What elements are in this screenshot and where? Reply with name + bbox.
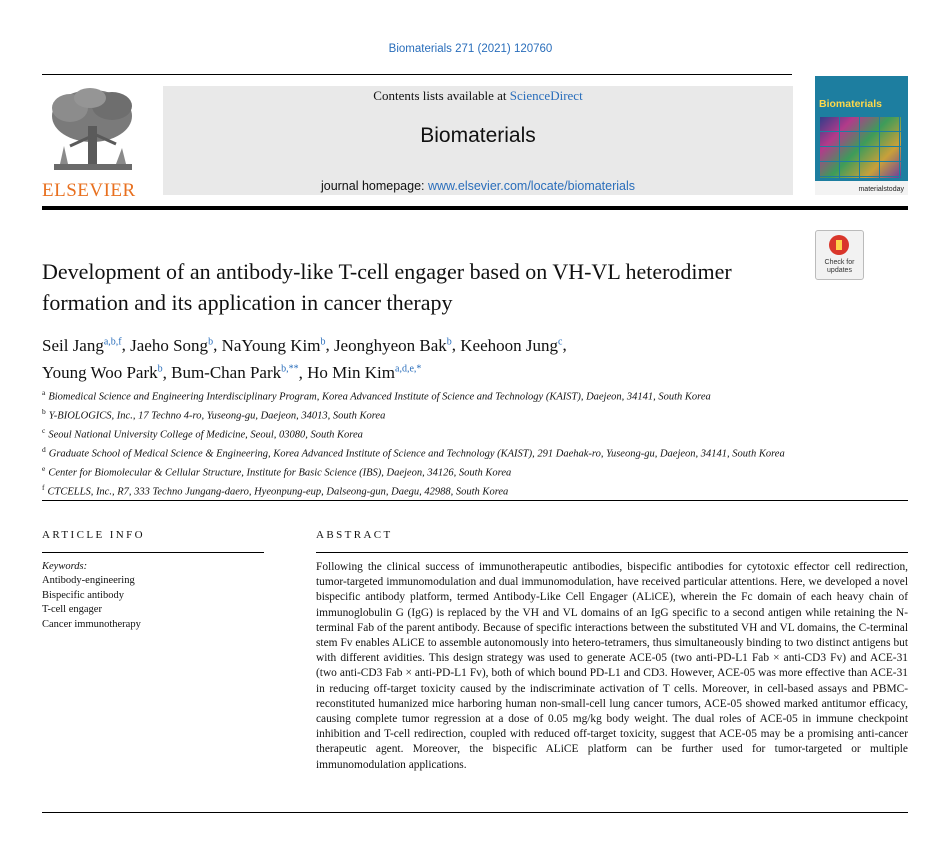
affiliation-item: $^b$ Y-BIOLOGICS, Inc., 17 Techno 4-ro, Yuseong-gu, Daejeon, 34013, South Korea bbox=[42, 406, 386, 422]
affiliation-item: $^c$ Seoul National University College of Medicine, Seoul, 03080, South Korea bbox=[42, 425, 363, 441]
author[interactable]: Seil Jang$^{a,b,f}$ bbox=[42, 335, 122, 355]
contents-line bbox=[163, 88, 793, 104]
elsevier-tree-logo bbox=[40, 86, 144, 194]
journal-title: Biomaterials bbox=[420, 124, 536, 147]
author[interactable]: NaYoung Kim$^b$ bbox=[221, 335, 326, 355]
sciencedirect-link[interactable]: ScienceDirect bbox=[509, 88, 583, 103]
abstract-text: Following the clinical success of immunotherapeutic antibodies, bispecific antibodies for cytotoxic effector cell redirection, tumor-targeted immunomodulation and dual immunomodulation, have received particular attentions. Here, we developed a novel bispecific antibody platform, termed Antibody-Like Cell Engager (ALiCE), wherein the Fc domain of each heavy chain of immunoglobulin G (IgG) is replaced by the VH and VL domains of an IgG specific to a second antigen while retaining the N-terminal Fab of the parent antibody. Because of specific interactions between the substituted VH and VL domains, the C-terminal stem Fv enables ALiCE to assemble autonomously into hetero-tetramers, thus simultaneously binding to two distinct antigens but with different avidities. This design strategy was used to generate ACE-05 (two anti-PD-L1 Fab × anti-CD3 Fv) and ACE-31 (two anti-CD3 Fab × anti-PD-L1 Fv), both of which bound PD-L1 and CD3. However, ACE-05 was more effective than ACE-31 in reducing off-target toxicity caused by the indiscriminate activation of T cells. Moreover, in cell-based assays and PBMC-reconstituted humanized mice harboring human non-small-cell lung cancer tumors, ACE-05 showed marked antitumor efficacy, causing complete tumor regression at a dose of 0.05 mg/kg body weight. The dual roles of ACE-05 in immune checkpoint inhibition and T-cell redirection, coupled with reduced off-target toxicity, suggest that ACE-05 may be a promising anti-cancer therapeutic agent. Moreover, the bispecific ALiCE platform can be further used for tumor-targeted or multiple immunomodulation applications. bbox=[316, 561, 908, 771]
footer-rule bbox=[42, 812, 908, 813]
keyword-item: Cancer immunotherapy bbox=[42, 618, 141, 630]
author[interactable]: Young Woo Park$^b$ bbox=[42, 363, 163, 383]
affiliation-list bbox=[42, 386, 822, 499]
author[interactable]: Ho Min Kim$^{a,d,e,*}$ bbox=[307, 363, 422, 383]
check-updates-icon bbox=[829, 235, 849, 255]
article-info-rule bbox=[42, 552, 264, 553]
homepage-link[interactable]: www.elsevier.com/locate/biomaterials bbox=[428, 179, 636, 193]
keyword-item: T-cell engager bbox=[42, 604, 102, 616]
affiliation-item: $^f$ CTCELLS, Inc., R7, 333 Techno Jungang-daero, Hyeonpung-eup, Dalseong-gun, Daegu, 42988, South Korea bbox=[42, 482, 509, 498]
author-affiliation-marks: a,d,e,* bbox=[395, 363, 422, 375]
author-affiliation-marks: b bbox=[446, 336, 452, 347]
author[interactable]: Jaeho Song$^b$ bbox=[130, 335, 214, 355]
author-list: Seil Jang$^{a,b,f}$, Jaeho Song$^b$, NaYoung Kim$^b$, Jeonghyeon Bak$^b$, Keehoon Jung$^c$, Young Woo Park$^b$, Bum-Chan Park$^{b,**}$, Ho Min Kim$^{a,d,e,*}$ bbox=[42, 335, 567, 383]
header-rule bbox=[42, 74, 792, 75]
section-divider bbox=[42, 500, 908, 501]
author-affiliation-marks: b bbox=[157, 363, 163, 375]
article-title: Development of an antibody-like T-cell engager based on VH-VL heterodimer formation and its application in cancer therapy bbox=[42, 259, 732, 315]
citation-link[interactable]: Biomaterials 271 (2021) 120760 bbox=[388, 43, 553, 55]
abstract-rule bbox=[316, 552, 908, 553]
author-affiliation-marks: c bbox=[558, 336, 563, 347]
check-for-updates-button[interactable] bbox=[815, 230, 864, 280]
cover-footer bbox=[815, 181, 908, 195]
author-affiliation-marks: b bbox=[320, 336, 326, 347]
author-affiliation-marks: b,** bbox=[281, 363, 299, 375]
keywords-block bbox=[42, 560, 264, 632]
homepage-line bbox=[163, 179, 793, 193]
publisher-name: ELSEVIER bbox=[42, 180, 136, 201]
author-affiliation-marks: b bbox=[208, 336, 214, 347]
contents-prefix: Contents lists available at bbox=[373, 88, 510, 103]
keyword-item: Antibody-engineering bbox=[42, 575, 135, 587]
article-info-heading: ARTICLE INFO bbox=[42, 529, 145, 541]
abstract-heading: ABSTRACT bbox=[316, 529, 393, 541]
affiliation-item: $^d$ Graduate School of Medical Science & Engineering, Korea Advanced Institute of Science and Technology (KAIST), 291 Daehak-ro, Yuseong-gu, Daejeon, 34141, South Korea bbox=[42, 444, 785, 460]
author[interactable]: Keehoon Jung$^c$ bbox=[460, 335, 563, 355]
check-updates-label: Check for updates bbox=[824, 259, 855, 274]
author[interactable]: Bum-Chan Park$^{b,**}$ bbox=[171, 363, 299, 383]
affiliation-item: $^a$ Biomedical Science and Engineering Interdisciplinary Program, Korea Advanced Institute of Science and Technology (KAIST), Daejeon, 34141, South Korea bbox=[42, 388, 711, 403]
cover-title: Biomaterials bbox=[819, 98, 883, 110]
journal-cover-image[interactable] bbox=[815, 76, 908, 195]
homepage-prefix: journal homepage: bbox=[320, 179, 428, 193]
cover-grid bbox=[819, 116, 901, 178]
author-affiliation-marks: a,b,f bbox=[103, 336, 122, 347]
keywords-label: Keywords: bbox=[42, 561, 88, 572]
cover-footer-text: materialstoday bbox=[858, 186, 904, 193]
keyword-item: Bispecific antibody bbox=[42, 589, 124, 601]
author[interactable]: Jeonghyeon Bak$^b$ bbox=[333, 335, 452, 355]
masthead-thick-rule bbox=[42, 206, 908, 210]
journal-citation[interactable] bbox=[0, 43, 941, 55]
affiliation-item: $^e$ Center for Biomolecular & Cellular Structure, Institute for Basic Science (IBS), Daejeon, 34126, South Korea bbox=[42, 463, 512, 479]
